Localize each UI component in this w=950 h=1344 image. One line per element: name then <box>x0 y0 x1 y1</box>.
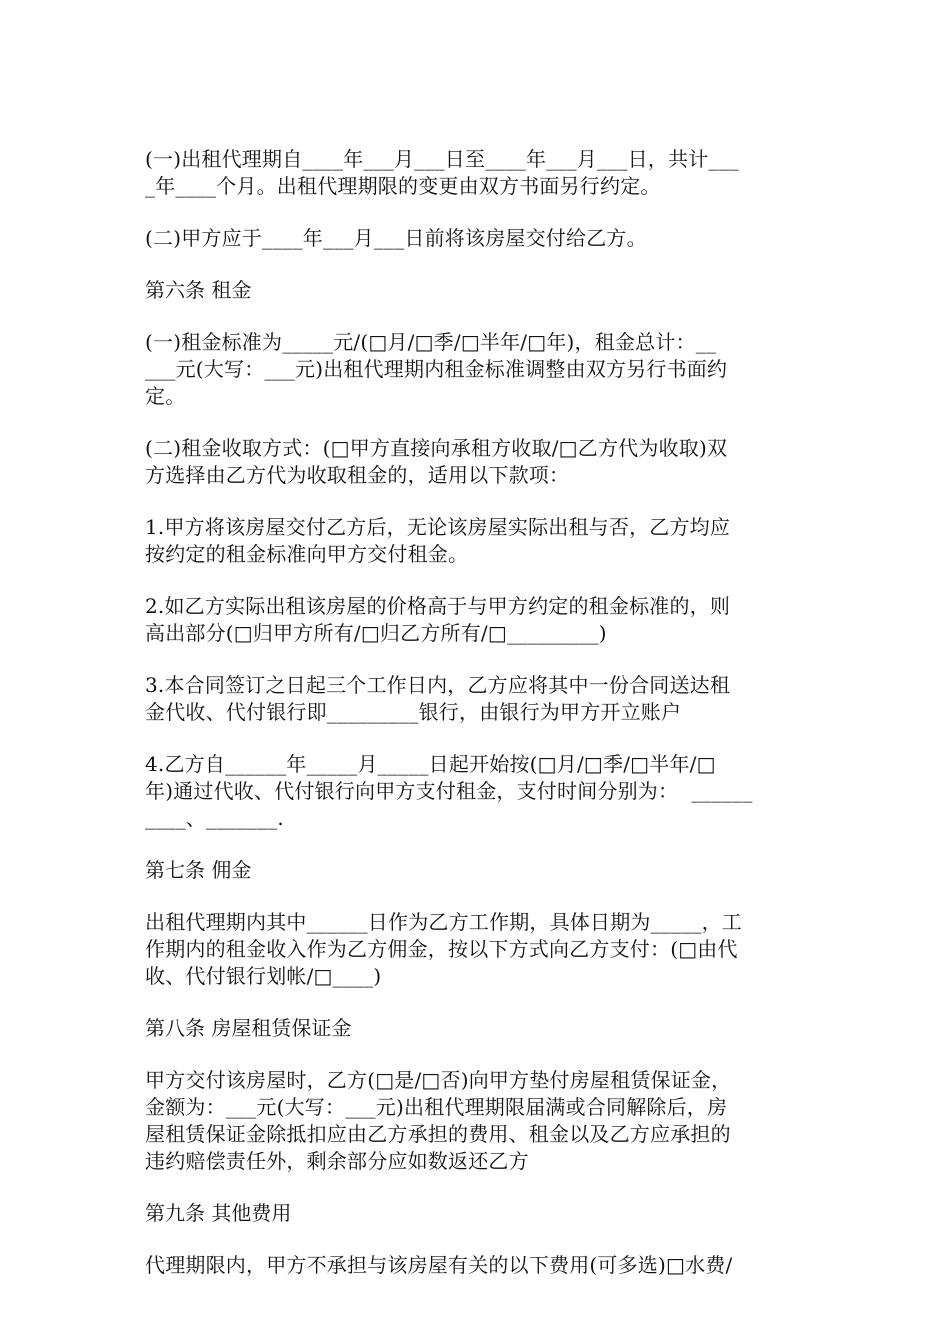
paragraph-term-period: (一)出租代理期自____年___月___日至____年___月___日，共计___ _年____个月。出租代理期限的变更由双方书面另行约定。 <box>145 147 740 198</box>
paragraph-deposit: 甲方交付该房屋时，乙方(□是/□否)向甲方垫付房屋租赁保证金， 金额为：___元(大写：___元)出租代理期限届满或合同解除后，房 屋租赁保证金除抵扣应由乙方承担的费用、租金以及乙方应承担的 违约赔偿责任外，剩余部分应如数返还乙方 <box>145 1068 732 1173</box>
paragraph-rent-collection: (二)租金收取方式：(□甲方直接向承租方收取/□乙方代为收取)双 方选择由乙方代为收取租金的，适用以下款项： <box>145 436 728 487</box>
heading-article-8: 第八条 房屋租赁保证金 <box>145 1016 352 1040</box>
paragraph-commission: 出租代理期内其中______日作为乙方工作期，具体日期为_____，工 作期内的租金收入作为乙方佣金，按以下方式向乙方支付：(□由代 收、代付银行划帐/□____) <box>145 910 742 988</box>
heading-article-7: 第七条 佣金 <box>145 858 252 882</box>
paragraph-other-fees: 代理期限内，甲方不承担与该房屋有关的以下费用(可多选)□水费/ <box>145 1253 733 1277</box>
paragraph-clause-2: 2.如乙方实际出租该房屋的价格高于与甲方约定的租金标准的，则 高出部分(□归甲方所有/□归乙方所有/□_________) <box>145 594 731 645</box>
paragraph-clause-1: 1.甲方将该房屋交付乙方后，无论该房屋实际出租与否，乙方均应 按约定的租金标准向甲方交付租金。 <box>145 515 731 566</box>
paragraph-rent-standard: (一)租金标准为_____元/(□月/□季/□半年/□年)，租金总计：__ ___元(大写：___元)出租代理期内租金标准调整由双方另行书面约 定。 <box>145 330 728 408</box>
paragraph-clause-3: 3.本合同签订之日起三个工作日内，乙方应将其中一份合同送达租 金代收、代付银行即_________银行，由银行为甲方开立账户 <box>145 673 731 724</box>
paragraph-clause-4: 4.乙方自______年_____月_____日起开始按(□月/□季/□半年/□ 年)通过代收、代付银行向甲方支付租金，支付时间分别为： ______ ____、_______. <box>145 752 753 830</box>
heading-article-6: 第六条 租金 <box>145 278 252 302</box>
paragraph-handover-date: (二)甲方应于____年___月___日前将该房屋交付给乙方。 <box>145 226 647 250</box>
heading-article-9: 第九条 其他费用 <box>145 1201 292 1225</box>
document-body <box>145 146 809 1304</box>
